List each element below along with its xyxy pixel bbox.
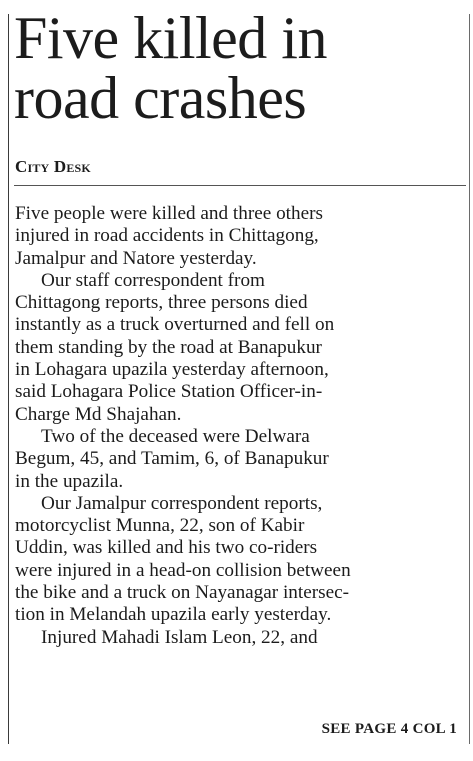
article-line: tion in Melandah upazila early yesterday.: [15, 604, 332, 626]
article-line: in Lohagara upazila yesterday afternoon,: [15, 359, 329, 381]
article-line: Chittagong reports, three persons died: [15, 292, 308, 314]
article-line: motorcyclist Munna, 22, son of Kabir: [15, 515, 305, 537]
article-line: Five people were killed and three others: [15, 203, 323, 224]
article-line: Injured Mahadi Islam Leon, 22, and: [41, 626, 318, 648]
article-line: were injured in a head-on collision between: [15, 559, 351, 581]
column-rule-left: [8, 14, 9, 744]
article-line: them standing by the road at Banapukur: [15, 336, 322, 358]
article-line: said Lohagara Police Station Officer-in-: [15, 381, 323, 403]
article-line: Two of the deceased were Delwara: [41, 425, 310, 447]
headline: [14, 5, 464, 131]
article-line: instantly as a truck overturned and fell on: [15, 314, 335, 336]
article-line: Jamalpur and Natore yesterday.: [15, 247, 257, 269]
article-line: the bike and a truck on Nayanagar intersec-: [15, 582, 350, 604]
article-line: Our staff correspondent from: [41, 269, 265, 291]
article-line: Our Jamalpur correspondent reports,: [41, 492, 323, 514]
article-line: injured in road accidents in Chittagong,: [15, 225, 319, 247]
byline: City Desk: [15, 157, 91, 176]
continuation-note: SEE PAGE 4 COL 1: [321, 721, 457, 737]
article-line: Uddin, was killed and his two co-riders: [15, 537, 318, 559]
byline-divider: [14, 185, 466, 186]
article-body: [15, 203, 467, 649]
headline-line: road crashes: [14, 65, 307, 131]
article-line: Charge Md Shajahan.: [15, 403, 182, 425]
article-line: Begum, 45, and Tamim, 6, of Banapukur: [15, 448, 329, 470]
article-line: in the upazila.: [15, 470, 124, 492]
headline-line: Five killed in: [14, 5, 327, 71]
column-rule-right: [469, 14, 470, 744]
